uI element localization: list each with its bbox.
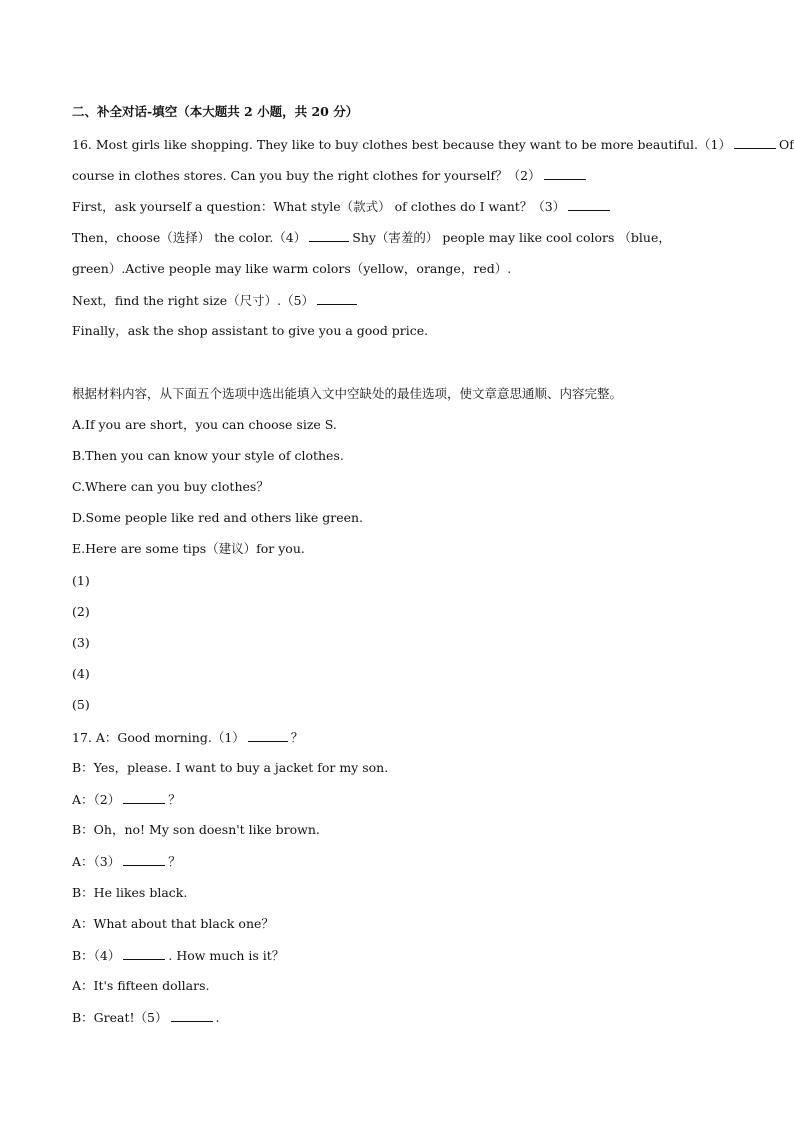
q17-line-9: A：It's fifteen dollars. (72, 978, 210, 993)
q17-line-2: B：Yes，please. I want to buy a jacket for my son. (72, 760, 389, 775)
q16-line-6 (72, 292, 734, 309)
q17-line-8 (72, 947, 734, 964)
q17-line-6: B：He likes black. (72, 885, 188, 900)
q17-text: ？ (290, 730, 304, 745)
q16-text: Of (779, 137, 794, 152)
answer-4[interactable]: (4) (72, 666, 90, 681)
q16-text: Shy（害羞的） people may like cool colors （blue， (352, 230, 671, 245)
option-e: E.Here are some tips（建议）for you. (72, 541, 305, 556)
q16-text: course in clothes stores. Can you buy the right clothes for yourself？（2） (72, 168, 541, 183)
q17-text: B：Great!（5） (72, 1010, 168, 1025)
q16-line-1 (72, 136, 794, 153)
q16-text: 16. Most girls like shopping. They like to buy clothes best because they want to be more beautiful.（1） (72, 137, 731, 152)
blank-16-2[interactable] (544, 167, 586, 180)
q17-text: ？ (168, 854, 181, 869)
blank-17-5[interactable] (171, 1009, 213, 1022)
blank-16-1[interactable] (734, 136, 776, 149)
q17-line-4: B：Oh，no! My son doesn't like brown. (72, 822, 320, 837)
q17-text: B：（4） (72, 948, 121, 963)
q16-line-2 (72, 167, 734, 184)
q17-line-7: A：What about that black one？ (72, 916, 274, 931)
answer-5[interactable]: (5) (72, 697, 90, 712)
blank-17-1[interactable] (248, 729, 288, 742)
q17-text: . (215, 1010, 220, 1025)
answer-2[interactable]: (2) (72, 604, 90, 619)
answer-3[interactable]: (3) (72, 635, 90, 650)
blank-17-3[interactable] (123, 853, 165, 866)
q16-line-4 (72, 229, 734, 246)
q17-text: 17. A：Good morning.（1） (72, 730, 245, 745)
instruction: 根据材料内容，从下面五个选项中选出能填入文中空缺处的最佳选项，使文章意思通顺、内容完整。 (72, 386, 623, 401)
q16-line-3 (72, 198, 734, 215)
q17-text: A：（2） (72, 792, 121, 807)
q16-text: First，ask yourself a question：What style（款式） of clothes do I want？（3） (72, 199, 566, 214)
blank-16-4[interactable] (309, 229, 349, 242)
q17-text: A：（3） (72, 854, 121, 869)
section-title: 二、补全对话-填空（本大题共 2 小题，共 20 分） (72, 104, 359, 119)
q17-line-10 (72, 1009, 734, 1026)
blank-17-4[interactable] (123, 947, 165, 960)
blank-17-2[interactable] (123, 791, 165, 804)
blank-16-5[interactable] (317, 292, 357, 305)
q17-line-5 (72, 853, 734, 870)
option-d: D.Some people like red and others like green. (72, 510, 364, 525)
q16-line-5: green）.Active people may like warm colors（yellow，orange，red）. (72, 261, 512, 276)
q16-text: Next，find the right size（尺寸）.（5） (72, 293, 315, 308)
answer-1[interactable]: (1) (72, 573, 90, 588)
q16-line-7: Finally，ask the shop assistant to give you a good price. (72, 323, 429, 338)
blank-16-3[interactable] (568, 198, 610, 211)
option-a: A.If you are short，you can choose size S. (72, 417, 337, 432)
option-c: C.Where can you buy clothes？ (72, 479, 269, 494)
q17-line-1 (72, 729, 734, 746)
q16-text: Then，choose（选择） the color.（4） (72, 230, 307, 245)
q17-text: . How much is it？ (168, 948, 285, 963)
q17-line-3 (72, 791, 734, 808)
q17-text: ？ (168, 792, 181, 807)
option-b: B.Then you can know your style of clothes. (72, 448, 344, 463)
